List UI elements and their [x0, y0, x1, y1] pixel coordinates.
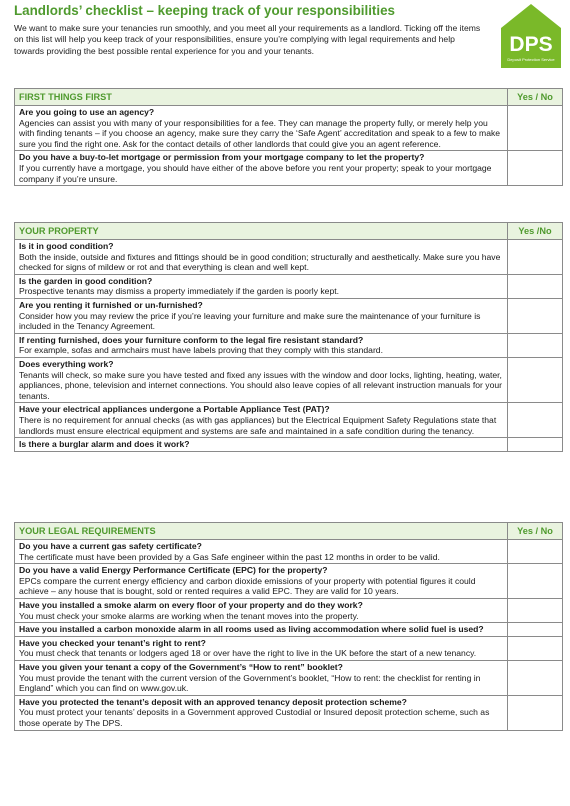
checklist-row	[15, 660, 563, 695]
yes-no-checkbox[interactable]	[508, 298, 563, 333]
yes-no-header: Yes /No	[508, 223, 563, 240]
section-heading: FIRST THINGS FIRST	[15, 89, 508, 106]
checklist-item	[15, 695, 508, 730]
answer-guidance: If you currently have a mortgage, you should have either of the above before you rent your property; speak to your mortgage company if you’re unsure.	[19, 162, 492, 184]
checklist-item	[15, 540, 508, 564]
yes-no-checkbox[interactable]	[508, 598, 563, 622]
question-text: Have you installed a carbon monoxide alarm in all rooms used as living accommodation where solid fuel is used?	[19, 624, 484, 635]
question-text: Are you renting it furnished or un-furnished?	[19, 299, 203, 310]
yes-no-checkbox[interactable]	[508, 564, 563, 599]
question-text: Have you installed a smoke alarm on every floor of your property and do they work?	[19, 599, 363, 610]
answer-guidance: You must check that tenants or lodgers aged 18 or over have the right to live in the UK before the start of a new tenancy.	[19, 648, 477, 659]
checklist-row	[15, 636, 563, 660]
answer-guidance: You must protect your tenants’ deposits in a Government approved Custodial or Insured deposit protection scheme, such as those operate by The DPS.	[19, 707, 490, 728]
question-text: Do you have a valid Energy Performance Certificate (EPC) for the property?	[19, 565, 328, 576]
checklist-row	[15, 403, 563, 438]
checklist-row	[15, 438, 563, 452]
checklist-row	[15, 151, 563, 186]
question-text: Have your electrical appliances undergone a Portable Appliance Test (PAT)?	[19, 404, 330, 415]
answer-guidance: For example, sofas and armchairs must have labels proving that they comply with this standard.	[19, 345, 383, 356]
checklist-item	[15, 357, 508, 402]
checklist-row	[15, 357, 563, 402]
checklist-item	[15, 298, 508, 333]
question-text: If renting furnished, does your furniture conform to the legal fire resistant standard?	[19, 334, 364, 345]
answer-guidance: Consider how you may review the price if you’re leaving your furniture and make sure the maintenance of your furniture is included in the Tenancy Agreement.	[19, 310, 481, 332]
section-heading: YOUR PROPERTY	[15, 223, 508, 240]
dps-logo	[500, 3, 562, 69]
page-title: Landlords’ checklist – keeping track of your responsibilities	[14, 3, 396, 18]
question-text: Does everything work?	[19, 358, 114, 369]
question-text: Is there a burglar alarm and does it work?	[19, 439, 190, 450]
checklist-item	[15, 438, 508, 452]
yes-no-checkbox[interactable]	[508, 438, 563, 452]
question-text: Have you given your tenant a copy of the Government’s “How to rent” booklet?	[19, 661, 343, 672]
checklist-item	[15, 240, 508, 275]
checklist-item	[15, 636, 508, 660]
yes-no-checkbox[interactable]	[508, 540, 563, 564]
checklist-row	[15, 333, 563, 357]
question-text: Are you going to use an agency?	[19, 107, 155, 117]
yes-no-checkbox[interactable]	[508, 357, 563, 402]
checklist-item	[15, 598, 508, 622]
checklist-row	[15, 695, 563, 730]
yes-no-checkbox[interactable]	[508, 240, 563, 275]
checklist-item	[15, 274, 508, 298]
answer-guidance: You must provide the tenant with the current version of the Government’s booklet, “How to rent: the checklist for renting in England” which you can find on www.gov.uk.	[19, 672, 481, 694]
section-heading: YOUR LEGAL REQUIREMENTS	[15, 523, 508, 540]
checklist-item	[15, 660, 508, 695]
yes-no-checkbox[interactable]	[508, 403, 563, 438]
checklist-row	[15, 540, 563, 564]
yes-no-header: Yes / No	[508, 89, 563, 106]
intro-text: We want to make sure your tenancies run smoothly, and you meet all your requirements as a landlord. Ticking off the items on this list will help you keep track of your responsibilities, ensure you’re complying with legal requirements and help towards providing the best possible rental experience for you and your tenants.	[14, 23, 481, 56]
section-your-legal-requirements	[14, 522, 563, 731]
checklist-row	[15, 298, 563, 333]
logo-text: DPS	[509, 33, 553, 56]
logo-subtext: Deposit Protection Service	[507, 57, 555, 62]
checklist-row	[15, 564, 563, 599]
question-text: Do you have a current gas safety certificate?	[19, 541, 202, 551]
answer-guidance: There is no requirement for annual checks (as with gas appliances) but the Electrical Equipment Safety Regulations state that landlords must ensure electrical equipment and systems are safe and maintained in a safe condition during the tenancy.	[19, 414, 497, 436]
checklist-item	[15, 106, 508, 151]
answer-guidance: Agencies can assist you with many of your responsibilities for a fee. They can manage the property fully, or merely help you with finding tenants – if you choose an agency, make sure they carry the ‘Safe Agent’ accreditation and speak to a few to make sure you find the right one. Ask for the contact details of other landlords that could give you an agent reference.	[19, 117, 501, 149]
question-text: Is the garden in good condition?	[19, 275, 153, 286]
yes-no-checkbox[interactable]	[508, 333, 563, 357]
yes-no-checkbox[interactable]	[508, 274, 563, 298]
question-text: Have you checked your tenant’s right to rent?	[19, 637, 206, 648]
checklist-item	[15, 564, 508, 599]
answer-guidance: The certificate must have been provided by a Gas Safe engineer within the past 12 months in order to be valid.	[19, 551, 440, 562]
checklist-item	[15, 623, 508, 637]
yes-no-checkbox[interactable]	[508, 636, 563, 660]
checklist-item	[15, 403, 508, 438]
checklist-item	[15, 151, 508, 186]
question-text: Have you protected the tenant’s deposit with an approved tenancy deposit protection scheme?	[19, 696, 407, 707]
answer-guidance: Tenants will check, so make sure you have tested and fixed any issues with the window and door locks, lighting, heating, water, appliances, phone, television and internet connections. You should also leave copies of all relevant instruction manuals for your tenants.	[19, 369, 502, 401]
checklist-row	[15, 623, 563, 637]
section-your-property	[14, 222, 563, 452]
yes-no-checkbox[interactable]	[508, 623, 563, 637]
answer-guidance: EPCs compare the current energy efficiency and carbon dioxide emissions of your property with potential figures it could achieve – any house that is bought, sold or rented requires a valid EPC. They are valid for 10 years.	[19, 575, 476, 597]
checklist-item	[15, 333, 508, 357]
checklist-row	[15, 240, 563, 275]
yes-no-checkbox[interactable]	[508, 106, 563, 151]
question-text: Do you have a buy-to-let mortgage or permission from your mortgage company to let the property?	[19, 152, 425, 163]
checklist-row	[15, 274, 563, 298]
yes-no-header: Yes / No	[508, 523, 563, 540]
question-text: Is it in good condition?	[19, 241, 114, 251]
section-first-things-first	[14, 88, 563, 186]
yes-no-checkbox[interactable]	[508, 695, 563, 730]
yes-no-checkbox[interactable]	[508, 151, 563, 186]
answer-guidance: You must check your smoke alarms are working when the tenant moves into the property.	[19, 610, 359, 621]
answer-guidance: Prospective tenants may dismiss a property immediately if the garden is poorly kept.	[19, 286, 340, 297]
answer-guidance: Both the inside, outside and fixtures and fittings should be in good condition; structurally and aesthetically. Make sure you have checked for signs of mildew or rot and that everything is clean and well kept.	[19, 251, 501, 273]
checklist-row	[15, 106, 563, 151]
checklist-row	[15, 598, 563, 622]
yes-no-checkbox[interactable]	[508, 660, 563, 695]
